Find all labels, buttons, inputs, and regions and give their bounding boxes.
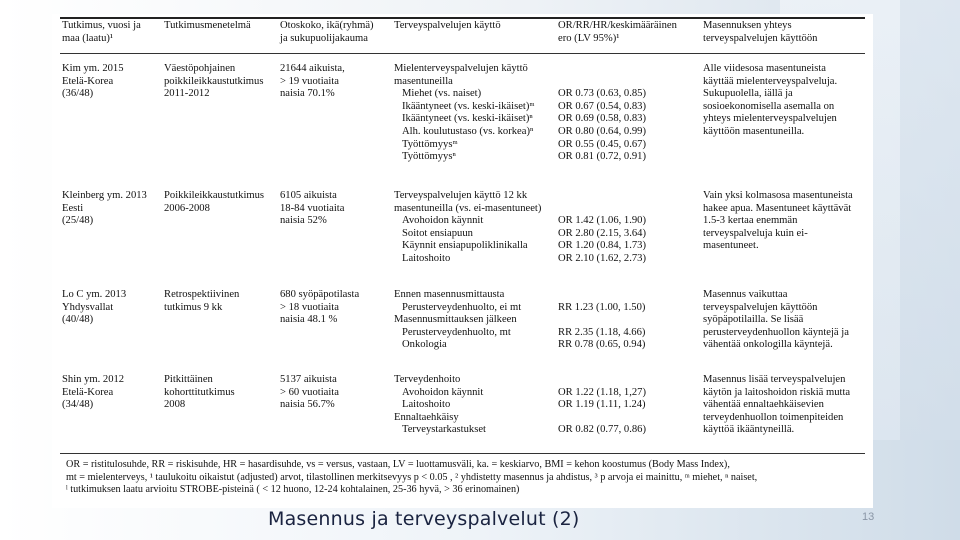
table-cell-study-line: Etelä-Korea bbox=[62, 386, 114, 398]
table-cell-result-line: sosioekonomisella asemalla on bbox=[703, 100, 835, 112]
table-cell-result-line: perusterveydenhuollon käyntejä ja bbox=[703, 326, 849, 338]
table-cell-study-line: Shin ym. 2012 bbox=[62, 374, 125, 385]
column-header-line: terveyspalvelujen käyttöön bbox=[703, 32, 818, 44]
table-cell-usage-line: Alh. koulutustaso (vs. korkea)ⁿ bbox=[402, 125, 534, 137]
table-cell-study-line: (34/48) bbox=[62, 399, 94, 411]
table-cell-result-line: Alle viidesosa masentuneista bbox=[703, 63, 826, 74]
table-cell-method-line: 2011-2012 bbox=[164, 88, 210, 100]
table-cell-result-line: Sukupuolella, iällä ja bbox=[703, 88, 793, 100]
slide-number: 13 bbox=[862, 511, 875, 523]
table-cell-ratio-line: OR 1.22 (1.18, 1,27) bbox=[558, 386, 646, 398]
table-cell-usage-line: Ikääntyneet (vs. keski-ikäiset)ⁿ bbox=[402, 113, 533, 125]
table-cell-study-line: (40/48) bbox=[62, 314, 94, 326]
table-cell-result-line: Masennus vaikuttaa bbox=[703, 289, 788, 300]
table-cell-usage-line: Työttömyysᵐ bbox=[402, 138, 458, 150]
table-cell-method bbox=[164, 63, 263, 101]
table-cell-usage bbox=[394, 374, 486, 437]
table-cell-ratio bbox=[558, 190, 646, 266]
table-cell-usage-line: Perusterveydenhuolto, mt bbox=[402, 326, 511, 338]
table-cell-method-line: tutkimus 9 kk bbox=[164, 301, 223, 313]
table-cell-study-line: Lo C ym. 2013 bbox=[62, 289, 127, 300]
table-cell-method bbox=[164, 374, 235, 412]
table-cell-ratio-line bbox=[558, 289, 645, 302]
table-cell-sample bbox=[280, 63, 345, 101]
table-footnote bbox=[66, 459, 866, 497]
column-header-line: Masennuksen yhteys bbox=[703, 20, 792, 31]
table-cell-ratio-line: OR 0.55 (0.45, 0.67) bbox=[558, 138, 646, 150]
table-cell-sample-line: naisia 52% bbox=[280, 215, 327, 227]
table-cell-result-line: terveyspalvelujen käyttöön bbox=[703, 301, 818, 313]
table-cell-sample-line: 5137 aikuista bbox=[280, 374, 337, 385]
table-cell-result-line: terveyspalveluja kuin ei- bbox=[703, 227, 808, 239]
table-cell-method-line: Väestöpohjainen bbox=[164, 63, 236, 74]
table-cell-study bbox=[62, 63, 124, 101]
table-cell-result bbox=[703, 289, 849, 352]
table-cell-result-line: käyttöä ikääntyneillä. bbox=[703, 424, 795, 436]
table-top-rule bbox=[60, 17, 865, 19]
table-cell-study-line: Kim ym. 2015 bbox=[62, 63, 124, 74]
table-cell-sample-line: > 19 vuotiaita bbox=[280, 75, 339, 87]
table-cell-sample bbox=[280, 190, 344, 228]
table-cell-usage-line: Terveystarkastukset bbox=[402, 424, 486, 436]
table-cell-method bbox=[164, 190, 264, 215]
slide-title: Masennus ja terveyspalvelut (2) bbox=[268, 508, 580, 530]
footnote-line: OR = ristitulosuhde, RR = riskisuhde, HR = hasardisuhde, vs = versus, vastaan, LV = luottamusväli, ka. = keskiarvo, BMI = kehon koostumus (Body Mass Index), bbox=[66, 459, 730, 470]
table-cell-result bbox=[703, 190, 853, 253]
table-cell-ratio-line: OR 1.20 (0.84, 1.73) bbox=[558, 240, 646, 252]
table-cell-ratio-line: OR 2.80 (2.15, 3.64) bbox=[558, 227, 646, 239]
table-cell-result-line: syöpäpotilailla. Se lisää bbox=[703, 314, 804, 326]
footnote-line: mt = mielenterveys, ¹ taulukoitu oikaistut (adjusted) arvot, tilastollinen merkitsevyys p < 0.05 , ² yhdistetty masennus ja ahdistus, ³ p arvoja ei mainittu, ᵐ miehet, ⁿ naiset, bbox=[66, 471, 758, 483]
table-cell-ratio-line: OR 0.73 (0.63, 0.85) bbox=[558, 88, 646, 100]
table-cell-sample-line: 21644 aikuista, bbox=[280, 63, 345, 74]
table-cell-ratio-line: OR 0.82 (0.77, 0.86) bbox=[558, 424, 646, 436]
table-cell-study-line: Eesti bbox=[62, 202, 84, 214]
table-cell-result-line: terveydenhuollon toimenpiteiden bbox=[703, 411, 844, 423]
table-cell-result-line: masentuneet. bbox=[703, 240, 759, 252]
column-header-line: Tutkimus, vuosi ja bbox=[62, 20, 141, 31]
column-header-line: Tutkimusmenetelmä bbox=[164, 20, 251, 31]
table-cell-result-line: Vain yksi kolmasosa masentuneista bbox=[703, 190, 853, 201]
table-cell-study-line: Yhdysvallat bbox=[62, 301, 114, 313]
table-cell-study bbox=[62, 374, 124, 412]
table-cell-ratio-line: RR 2.35 (1.18, 4.66) bbox=[558, 326, 646, 338]
table-cell-usage-line: Terveyspalvelujen käyttö 12 kk bbox=[394, 190, 528, 201]
table-cell-result bbox=[703, 63, 837, 139]
column-header-line: Terveyspalvelujen käyttö bbox=[394, 20, 501, 31]
table-cell-ratio-line bbox=[558, 412, 646, 425]
column-header-sample bbox=[280, 20, 374, 45]
table-cell-ratio-line: OR 2.10 (1.62, 2.73) bbox=[558, 252, 646, 264]
table-header-rule bbox=[60, 53, 865, 54]
table-cell-study bbox=[62, 289, 126, 327]
column-header-line: maa (laatu)¹ bbox=[62, 32, 114, 44]
table-bottom-rule bbox=[60, 453, 865, 454]
column-header-method bbox=[164, 20, 251, 33]
column-header-line: OR/RR/HR/keskimääräinen bbox=[558, 20, 677, 31]
table-cell-usage-line: Laitoshoito bbox=[402, 252, 451, 264]
table-cell-ratio bbox=[558, 63, 646, 164]
table-cell-sample-line: 18-84 vuotiaita bbox=[280, 202, 345, 214]
table-cell-method-line: Retrospektiivinen bbox=[164, 289, 240, 300]
table-cell-usage-line: Miehet (vs. naiset) bbox=[402, 88, 482, 100]
table-cell-sample bbox=[280, 289, 359, 327]
table-cell-usage-line: Työttömyysⁿ bbox=[402, 151, 456, 163]
table-cell-usage bbox=[394, 190, 541, 266]
table-cell-usage-line: Laitoshoito bbox=[402, 399, 451, 411]
table-cell-usage-line: Avohoidon käynnit bbox=[402, 386, 484, 398]
table-cell-usage bbox=[394, 63, 535, 164]
table-cell-ratio-line: OR 0.80 (0.64, 0.99) bbox=[558, 125, 646, 137]
table-cell-result-line: yhteys mielenterveyspalvelujen bbox=[703, 113, 837, 125]
table-cell-sample-line: > 18 vuotiaita bbox=[280, 301, 339, 313]
table-cell-sample-line: naisia 70.1% bbox=[280, 88, 335, 100]
column-header-result bbox=[703, 20, 817, 45]
table-cell-usage-line: Perusterveydenhuolto, ei mt bbox=[402, 301, 522, 313]
table-cell-ratio-line: OR 0.81 (0.72, 0.91) bbox=[558, 151, 646, 163]
table-cell-result bbox=[703, 374, 850, 437]
column-header-ratio bbox=[558, 20, 677, 45]
table-cell-result-line: käyttää mielenterveyspalveluja. bbox=[703, 75, 838, 87]
table-cell-method-line: Poikkileikkaustutkimus bbox=[164, 190, 265, 201]
table-cell-result-line: vähentää ennaltaehkäisevien bbox=[703, 399, 824, 411]
table-cell-sample-line: 680 syöpäpotilasta bbox=[280, 289, 360, 300]
table-cell-ratio-line: RR 1.23 (1.00, 1.50) bbox=[558, 301, 646, 313]
table-cell-method-line: Pitkittäinen bbox=[164, 374, 213, 385]
footnote-line: ˡ tutkimuksen laatu arvioitu STROBE-pisteinä ( < 12 huono, 12-24 kohtalainen, 25-36 hyvä, > 36 erinomainen) bbox=[66, 484, 520, 496]
table-cell-result-line: käyttöön masentuneilla. bbox=[703, 125, 805, 137]
table-cell-ratio bbox=[558, 374, 646, 437]
table-cell-usage-line: Mielenterveyspalvelujen käyttö bbox=[394, 63, 528, 74]
table-cell-usage-line: Onkologia bbox=[402, 339, 447, 351]
table-cell-sample-line: > 60 vuotiaita bbox=[280, 386, 339, 398]
table-cell-result-line: käytön ja laitoshoidon riskiä mutta bbox=[703, 386, 851, 398]
table-cell-ratio-line: OR 1.42 (1.06, 1.90) bbox=[558, 215, 646, 227]
table-cell-study-line: (36/48) bbox=[62, 88, 94, 100]
table-cell-usage-line: Ikääntyneet (vs. keski-ikäiset)ᵐ bbox=[402, 100, 535, 112]
table-cell-usage-line: Käynnit ensiapupoliklinikalla bbox=[402, 240, 528, 252]
table-cell-study-line: Kleinberg ym. 2013 bbox=[62, 190, 147, 201]
table-cell-sample bbox=[280, 374, 339, 412]
table-cell-usage-line: Ennaltaehkäisy bbox=[394, 411, 459, 423]
table-cell-study bbox=[62, 190, 147, 228]
table-cell-ratio-line bbox=[558, 63, 646, 76]
table-cell-method-line: kohorttitutkimus bbox=[164, 386, 235, 398]
table-cell-method-line: poikkileikkaustutkimus bbox=[164, 75, 264, 87]
table-cell-ratio-line: OR 1.19 (1.11, 1.24) bbox=[558, 399, 646, 411]
table-cell-sample-line: 6105 aikuista bbox=[280, 190, 337, 201]
research-table bbox=[52, 14, 873, 508]
table-cell-method-line: 2008 bbox=[164, 399, 186, 411]
table-cell-ratio-line: OR 0.69 (0.58, 0.83) bbox=[558, 113, 646, 125]
table-cell-usage-line: Terveydenhoito bbox=[394, 374, 461, 385]
table-cell-method-line: 2006-2008 bbox=[164, 202, 210, 214]
table-cell-usage-line: masentuneilla (vs. ei-masentuneet) bbox=[394, 202, 542, 214]
table-cell-usage-line: masentuneilla bbox=[394, 75, 453, 87]
table-cell-ratio-line: RR 0.78 (0.65, 0.94) bbox=[558, 339, 646, 351]
table-cell-result-line: 1.5-3 kertaa enemmän bbox=[703, 215, 798, 227]
table-cell-ratio-line bbox=[558, 76, 646, 89]
table-cell-ratio-line bbox=[558, 314, 645, 327]
column-header-line: ja sukupuolijakauma bbox=[280, 32, 368, 44]
table-cell-study-line: (25/48) bbox=[62, 215, 94, 227]
table-cell-ratio bbox=[558, 289, 645, 352]
column-header-study bbox=[62, 20, 141, 45]
column-header-line: ero (LV 95%)¹ bbox=[558, 32, 620, 44]
table-cell-study-line: Etelä-Korea bbox=[62, 75, 114, 87]
column-header-usage bbox=[394, 20, 501, 33]
table-cell-result-line: Masennus lisää terveyspalvelujen bbox=[703, 374, 846, 385]
table-cell-usage-line: Avohoidon käynnit bbox=[402, 215, 484, 227]
table-cell-sample-line: naisia 48.1 % bbox=[280, 314, 338, 326]
table-cell-method bbox=[164, 289, 239, 314]
table-cell-result-line: hakee apua. Masentuneet käyttävät bbox=[703, 202, 852, 214]
table-cell-ratio-line bbox=[558, 190, 646, 203]
table-cell-usage-line: Ennen masennusmittausta bbox=[394, 289, 505, 300]
table-cell-usage bbox=[394, 289, 521, 352]
table-cell-result-line: vähentää onkologilla käyntejä. bbox=[703, 339, 833, 351]
table-cell-ratio-line bbox=[558, 374, 646, 387]
table-cell-ratio-line bbox=[558, 203, 646, 216]
column-header-line: Otoskoko, ikä(ryhmä) bbox=[280, 20, 374, 31]
table-cell-ratio-line: OR 0.67 (0.54, 0.83) bbox=[558, 100, 646, 112]
table-cell-usage-line: Soitot ensiapuun bbox=[402, 227, 473, 239]
table-cell-sample-line: naisia 56.7% bbox=[280, 399, 335, 411]
table-cell-usage-line: Masennusmittauksen jälkeen bbox=[394, 314, 517, 326]
